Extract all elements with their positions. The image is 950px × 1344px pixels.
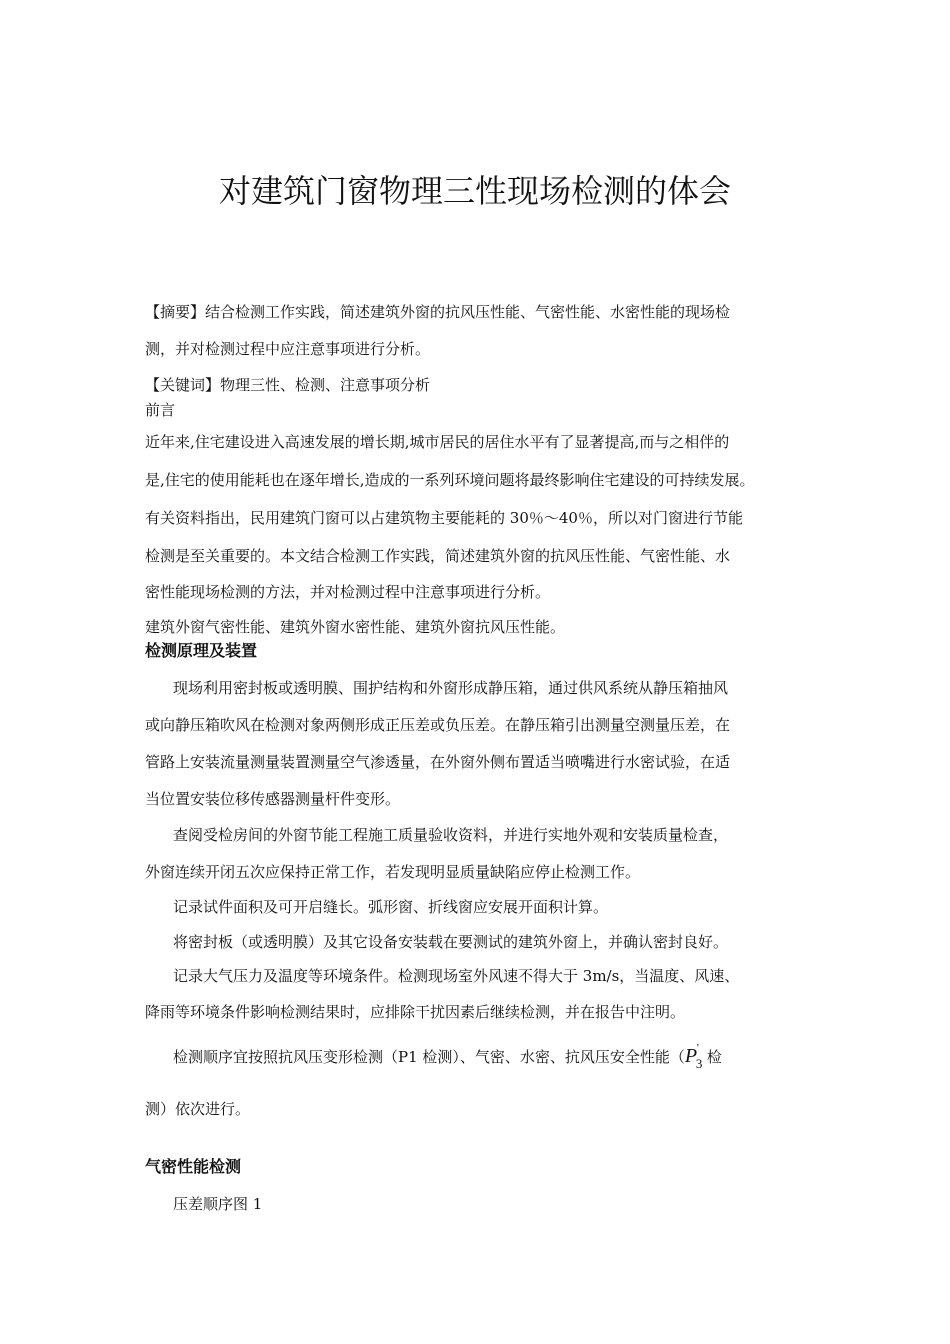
preface-heading: 前言 <box>145 401 176 419</box>
section1-p6-line-1 <box>173 1042 722 1071</box>
section1-p1-line-2: 或向静压箱吹风在检测对象两侧形成正压差或负压差。在静压箱引出测量空测量压差，在 <box>145 716 731 734</box>
section1-p6-text-after: 检 <box>706 1048 722 1066</box>
formula-symbol: P <box>684 1045 698 1067</box>
section1-p1-line-3: 管路上安装流量测量装置测量空气渗透量，在外窗外侧布置适当喷嘴进行水密试验，在适 <box>145 753 731 771</box>
formula-subscript: 3 <box>695 1056 703 1071</box>
keywords-line: 【关键词】物理三性、检测、注意事项分析 <box>145 376 431 394</box>
section-heading-airtightness: 气密性能检测 <box>145 1157 242 1176</box>
preface-line-5: 密性能现场检测的方法，并对检测过程中注意事项进行分析。 <box>145 583 551 601</box>
preface-line-4: 检测是至关重要的。本文结合检测工作实践，简述建筑外窗的抗风压性能、气密性能、水 <box>145 547 731 565</box>
section1-p2-line-2: 外窗连续开闭五次应保持正常工作，若发现明显质量缺陷应停止检测工作。 <box>145 863 641 881</box>
preface-line-2: 是,住宅的使用能耗也在逐年增长,造成的一系列环境问题将最终影响住宅建设的可持续发展。 <box>145 471 755 489</box>
section1-p6-text-before: 检测顺序宜按照抗风压变形检测（P1 检测）、气密、水密、抗风压安全性能（ <box>173 1048 685 1066</box>
preface-line-6: 建筑外窗气密性能、建筑外窗水密性能、建筑外窗抗风压性能。 <box>145 618 566 636</box>
section1-p2-line-1: 查阅受检房间的外窗节能工程施工质量验收资料，并进行实地外观和安装质量检查， <box>173 826 729 844</box>
section1-p6-line-2: 测）依次进行。 <box>145 1100 251 1118</box>
section2-p1: 压差顺序图 1 <box>173 1195 263 1213</box>
section1-p1-line-4: 当位置安装位移传感器测量杆件变形。 <box>145 790 401 808</box>
section1-p4: 将密封板（或透明膜）及其它设备安装载在要测试的建筑外窗上，并确认密封良好。 <box>173 933 729 951</box>
section1-p1-line-1: 现场利用密封板或透明膜、围护结构和外窗形成静压箱，通过供风系统从静压箱抽风 <box>173 679 729 697</box>
formula-prime: ' <box>696 1042 699 1054</box>
abstract-line-1: 【摘要】结合检测工作实践，简述建筑外窗的抗风压性能、气密性能、水密性能的现场检 <box>145 303 731 321</box>
section-heading-principle: 检测原理及装置 <box>145 641 258 660</box>
formula-p3-prime <box>684 1042 707 1071</box>
section1-p5-line-1: 记录大气压力及温度等环境条件。检测现场室外风速不得大于 3m/s，当温度、风速、 <box>173 967 740 985</box>
section1-p3: 记录试件面积及可开启缝长。弧形窗、折线窗应安展开面积计算。 <box>173 898 609 916</box>
preface-line-1: 近年来,住宅建设进入高速发展的增长期,城市居民的居住水平有了显著提高,而与之相伴的 <box>145 433 730 451</box>
document-title: 对建筑门窗物理三性现场检测的体会 <box>218 172 731 210</box>
abstract-line-2: 测，并对检测过程中应注意事项进行分析。 <box>145 340 431 358</box>
preface-line-3: 有关资料指出，民用建筑门窗可以占建筑物主要能耗的 30％～40％，所以对门窗进行节能 <box>145 509 743 527</box>
section1-p5-line-2: 降雨等环境条件影响检测结果时，应排除干扰因素后继续检测，并在报告中注明。 <box>145 1003 686 1021</box>
